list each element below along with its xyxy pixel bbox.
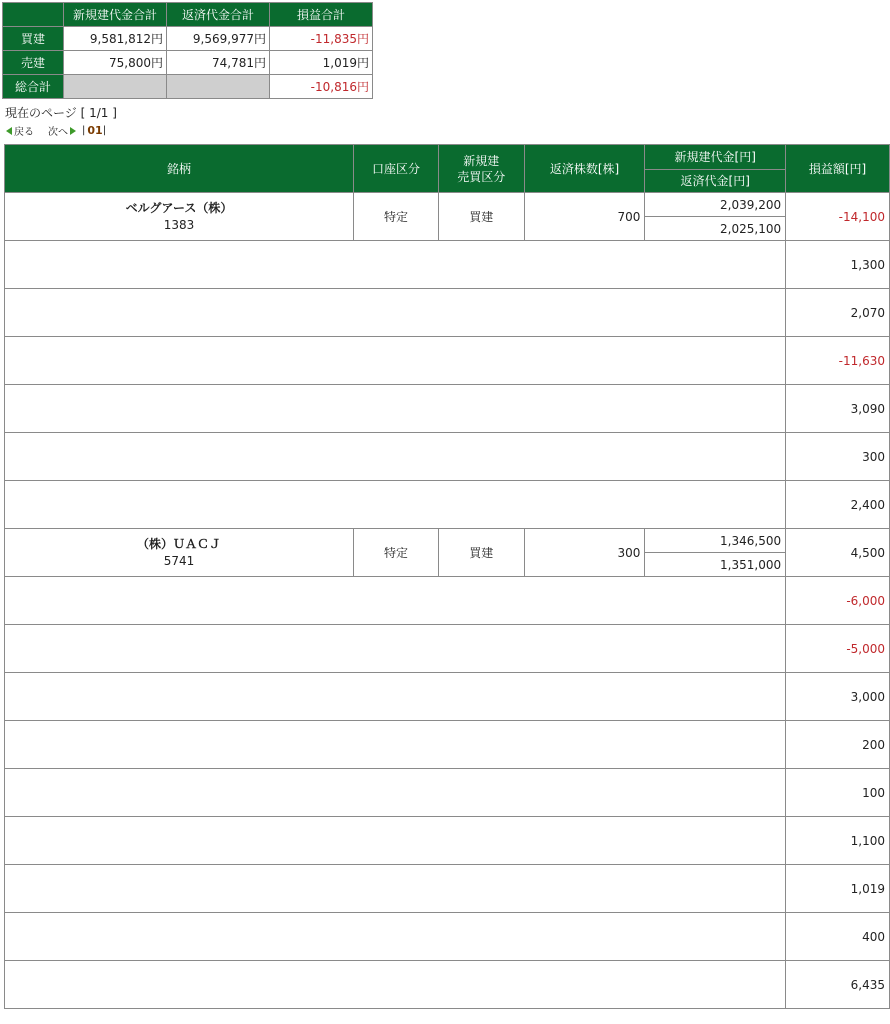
- table-row: [5, 529, 890, 553]
- pl-amount: 300: [786, 433, 890, 481]
- blank-cell: [5, 913, 786, 961]
- summary-pl: -10,816円: [270, 75, 373, 99]
- pl-amount: 2,070: [786, 289, 890, 337]
- pl-amount: 3,000: [786, 673, 890, 721]
- pager-separator: |: [82, 125, 86, 136]
- summary-repay-total-empty: [167, 75, 270, 99]
- summary-new-total: 75,800円: [64, 51, 167, 75]
- summary-header-row: [3, 3, 373, 27]
- summary-repay-total: 9,569,977円: [167, 27, 270, 51]
- stock-code: 5741: [163, 553, 195, 568]
- pl-amount: 3,090: [786, 385, 890, 433]
- new-amount: 1,346,500: [645, 529, 786, 553]
- blank-cell: [5, 865, 786, 913]
- table-bottom-border: [5, 1009, 890, 1010]
- repay-shares: 700: [524, 193, 645, 241]
- summary-row-buy: [3, 27, 373, 51]
- blank-cell: [5, 625, 786, 673]
- stock-name-cell: [5, 529, 354, 577]
- blank-cell: [5, 481, 786, 529]
- blank-cell: [5, 385, 786, 433]
- summary-repay-total: 74,781円: [167, 51, 270, 75]
- header-side-line2: 売買区分: [457, 169, 506, 184]
- next-link[interactable]: 次へ: [48, 127, 68, 138]
- pl-amount: 400: [786, 913, 890, 961]
- stock-code: 1383: [163, 217, 195, 232]
- account-type: 特定: [354, 529, 439, 577]
- blank-cell: [5, 433, 786, 481]
- pager: [6, 123, 106, 138]
- pl-amount: -6,000: [786, 577, 890, 625]
- trade-side: 買建: [438, 529, 524, 577]
- pl-amount: -11,630: [786, 337, 890, 385]
- summary-header-new-total: 新規建代金合計: [64, 3, 167, 27]
- table-header-row: [5, 145, 890, 170]
- bottom-border-cell: [5, 1009, 890, 1010]
- stock-name: ベルグアース（株）: [125, 200, 233, 215]
- header-repay-amount: 返済代金[円]: [645, 170, 786, 193]
- blank-cell: [5, 289, 786, 337]
- summary-header-repay-total: 返済代金合計: [167, 3, 270, 27]
- blank-cell: [5, 337, 786, 385]
- header-side: [438, 145, 524, 193]
- account-type: 特定: [354, 193, 439, 241]
- pl-amount: 2,400: [786, 481, 890, 529]
- blank-cell: [5, 769, 786, 817]
- summary-header-blank: [3, 3, 64, 27]
- blank-cell: [5, 817, 786, 865]
- blank-cell: [5, 961, 786, 1009]
- summary-row-sell: [3, 51, 373, 75]
- table-row: [5, 625, 890, 673]
- header-pl: 損益額[円]: [786, 145, 890, 193]
- page-info: 現在のページ [ 1/1 ]: [5, 106, 117, 120]
- back-link[interactable]: 戻る: [14, 127, 34, 138]
- repay-amount: 2,025,100: [645, 217, 786, 241]
- summary-table: [2, 2, 373, 99]
- summary-new-total: 9,581,812円: [64, 27, 167, 51]
- table-row: [5, 865, 890, 913]
- table-row: [5, 433, 890, 481]
- header-name: 銘柄: [5, 145, 354, 193]
- pl-amount: 100: [786, 769, 890, 817]
- header-new-amount: 新規建代金[円]: [645, 145, 786, 170]
- header-account: 口座区分: [354, 145, 439, 193]
- summary-row-label: 売建: [3, 51, 64, 75]
- header-side-line1: 新規建: [463, 153, 500, 168]
- blank-cell: [5, 241, 786, 289]
- blank-cell: [5, 673, 786, 721]
- summary-pl: -11,835円: [270, 27, 373, 51]
- blank-cell: [5, 721, 786, 769]
- pl-amount: -14,100: [786, 193, 890, 241]
- table-row: [5, 193, 890, 217]
- table-row: [5, 289, 890, 337]
- table-row: [5, 673, 890, 721]
- pl-amount: -5,000: [786, 625, 890, 673]
- page-number-link[interactable]: 01: [87, 124, 103, 137]
- blank-cell: [5, 577, 786, 625]
- summary-row-total: [3, 75, 373, 99]
- header-shares: 返済株数[株]: [524, 145, 645, 193]
- table-row: [5, 385, 890, 433]
- table-row: [5, 913, 890, 961]
- arrow-left-icon: [6, 127, 12, 135]
- positions-table: [4, 144, 890, 1009]
- pager-separator: |: [102, 125, 107, 136]
- table-row: [5, 241, 890, 289]
- pl-amount: 1,300: [786, 241, 890, 289]
- pl-amount: 4,500: [786, 529, 890, 577]
- table-row: [5, 817, 890, 865]
- summary-header-pl: 損益合計: [270, 3, 373, 27]
- summary-row-label: 買建: [3, 27, 64, 51]
- pl-amount: 200: [786, 721, 890, 769]
- table-row: [5, 961, 890, 1009]
- repay-shares: 300: [524, 529, 645, 577]
- table-row: [5, 721, 890, 769]
- pl-amount: 1,019: [786, 865, 890, 913]
- summary-new-total-empty: [64, 75, 167, 99]
- stock-name-cell: [5, 193, 354, 241]
- table-row: [5, 769, 890, 817]
- table-row: [5, 337, 890, 385]
- pl-amount: 1,100: [786, 817, 890, 865]
- pl-amount: 6,435: [786, 961, 890, 1009]
- table-row: [5, 481, 890, 529]
- stock-name: （株）ＵＡＣＪ: [137, 536, 222, 551]
- new-amount: 2,039,200: [645, 193, 786, 217]
- trade-side: 買建: [438, 193, 524, 241]
- repay-amount: 1,351,000: [645, 553, 786, 577]
- table-row: [5, 577, 890, 625]
- arrow-right-icon: [70, 127, 76, 135]
- summary-pl: 1,019円: [270, 51, 373, 75]
- summary-row-label: 総合計: [3, 75, 64, 99]
